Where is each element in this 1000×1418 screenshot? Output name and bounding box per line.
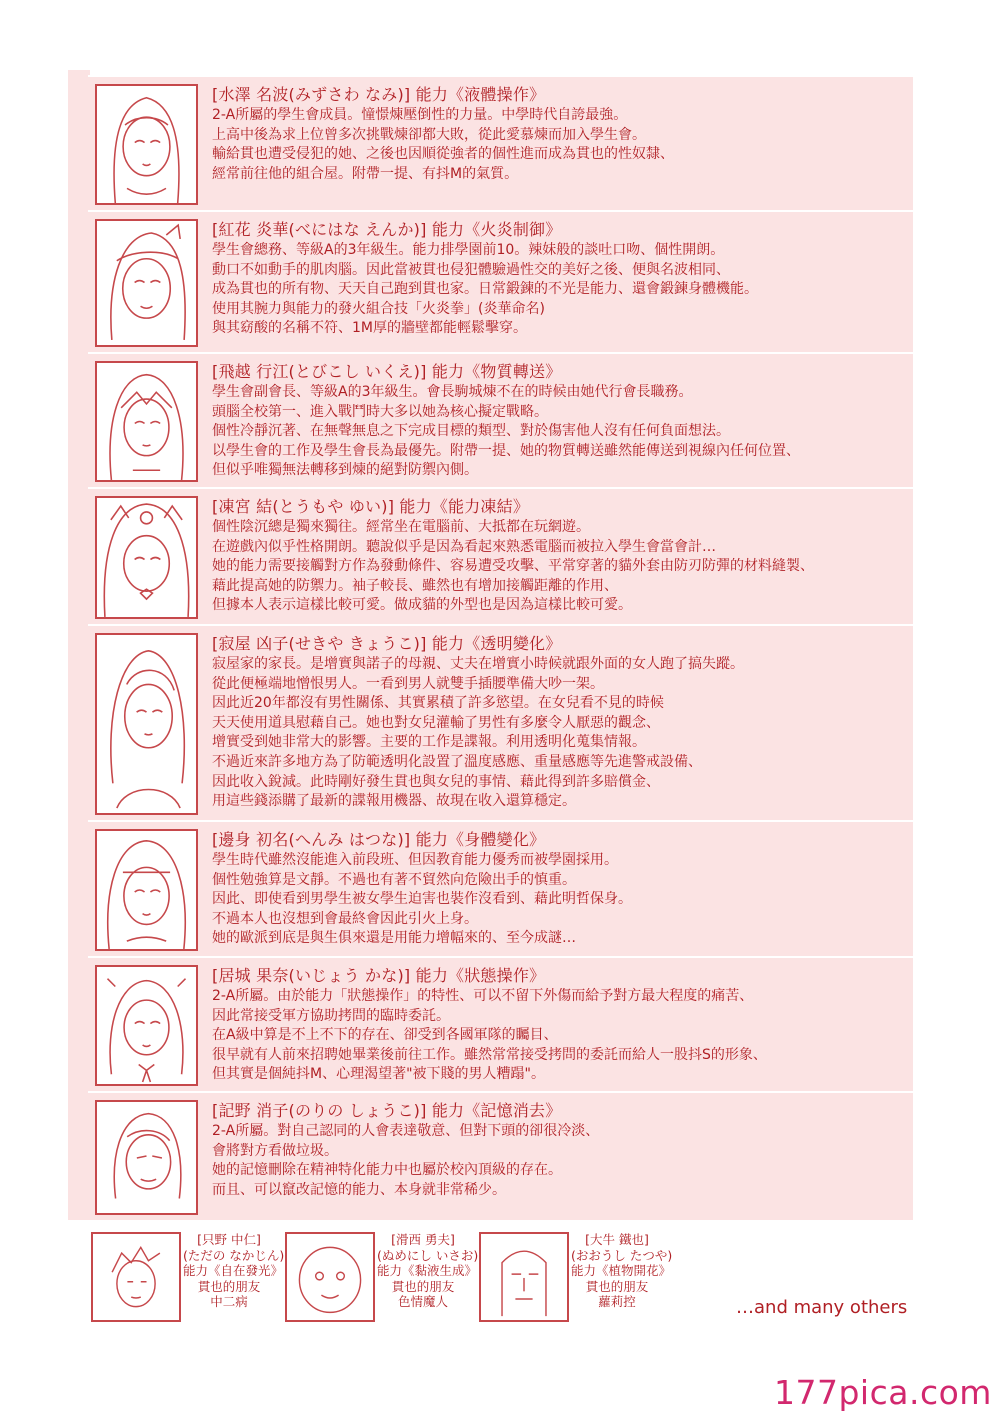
portrait-toumiya	[95, 496, 198, 619]
character-bio-line: 使用其腕力與能力的發火組合技「火炎拳」(炎華命名)	[212, 300, 545, 317]
character-bio-line: 成為貫也的所有物、天天自己跑到貫也家。日常鍛鍊的不光是能力、還會鍛鍊身體機能。	[212, 281, 758, 298]
character-entry-tobikoshi	[88, 352, 913, 487]
character-entry-toumiya	[88, 487, 913, 624]
character-name: [居城 果奈(いじょう かな)] 能力《狀態操作》	[212, 966, 546, 985]
and-many-others-caption: …and many others	[736, 1297, 908, 1318]
character-name: [凍宮 結(とうもや ゆい)] 能力《能力凍結》	[212, 497, 530, 516]
character-bio-line: 個性勉強算是文靜。不過也有著不貿然向危險出手的慎重。	[212, 871, 576, 888]
minor-reading: (ただの なかじん)	[183, 1247, 285, 1263]
character-name: [水澤 名波(みずさわ なみ)] 能力《液體操作》	[212, 85, 546, 104]
character-bio-line: 但似乎唯獨無法轉移到煉的絕對防禦內側。	[212, 462, 478, 479]
character-bio-line: 與其窈酸的名稱不符、1M厚的牆壁都能輕鬆擊穿。	[212, 320, 527, 337]
minor-name: [大牛 鐵也]	[585, 1232, 649, 1247]
character-bio-line: 學生會總務、等級A的3年級生。能力排學園前10。辣妹般的談吐口吻、個性開朗。	[212, 242, 725, 258]
character-bio-line: 天天使用道具慰藉自己。她也對女兒灌輸了男性有多麼令人厭惡的觀念、	[212, 714, 660, 731]
minor-relation: 貫也的朋友	[391, 1278, 455, 1294]
character-bio-line: 上高中後為求上位曾多次挑戰煉卻都大敗，從此愛慕煉而加入學生會。	[212, 126, 646, 143]
character-bio-line: 不過近來許多地方為了防範透明化設置了溫度感應、重量感應等先進警戒設備、	[212, 753, 702, 770]
character-bio-line: 學生時代雖然沒能進入前段班、但因教育能力優秀而被學園採用。	[212, 852, 618, 868]
character-bio-line: 很早就有人前來招聘她畢業後前往工作。雖然常常接受拷問的委託而給人一股抖S的形象、	[212, 1046, 767, 1063]
minor-trait: 色情魔人	[397, 1294, 448, 1309]
character-entry-norino	[88, 1091, 913, 1220]
character-bio-line: 2-A所屬。由於能力「狀態操作」的特性、可以不留下外傷而給予對方最大程度的痛苦、	[212, 988, 754, 1004]
minor-reading: (ぬめにし いさお)	[377, 1247, 479, 1263]
character-bio-line: 她的能力需要接觸對方作為發動條件、容易遭受攻擊、平常穿著的貓外套由防刃防彈的材料縫製、	[212, 558, 814, 575]
character-bio-line: 但其實是個純抖M、心理渴望著"被下賤的男人糟蹋"。	[212, 1066, 545, 1083]
character-bio-line: 寂屋家的家長。是增實與諾子的母親、丈夫在增實小時候就跟外面的女人跑了搞失蹤。	[212, 656, 744, 672]
portrait-oushi	[479, 1232, 569, 1322]
character-bio-line: 動口不如動手的肌肉腦。因此當被貫也侵犯體驗過性交的美好之後、便與名波相同、	[212, 261, 730, 278]
character-bio-line: 用這些錢添購了最新的諜報用機器、故現在收入還算穩定。	[212, 793, 576, 810]
character-bio-line: 藉此提高她的防禦力。袖子較長、雖然也有增加接觸距離的作用、	[212, 577, 618, 594]
minor-relation: 貫也的朋友	[585, 1278, 649, 1294]
character-bio-line: 從此便極端地憎恨男人。一看到男人就雙手插腰準備大吵一架。	[212, 675, 604, 692]
character-bio-line: 增實受到她非常大的影響。主要的工作是諜報。利用透明化蒐集情報。	[212, 734, 646, 751]
left-margin-strip	[68, 70, 90, 1220]
portrait-tobikoshi	[95, 361, 198, 482]
character-bio-line: 但據本人表示這樣比較可愛。做成貓的外型也是因為這樣比較可愛。	[212, 597, 632, 614]
character-entry-benihana	[88, 210, 913, 352]
portrait-numenishi	[285, 1232, 375, 1322]
portrait-henmi	[95, 829, 198, 951]
minor-ability: 能力《黏液生成》	[377, 1263, 478, 1278]
portrait-benihana	[95, 219, 198, 347]
character-bio-line: 以學生會的工作及學生會長為最優先。附帶一提、她的物質轉送雖然能傳送到視線內任何位置、	[212, 442, 800, 459]
portrait-norino	[95, 1100, 198, 1215]
character-bio-line: 不過本人也沒想到會最終會因此引火上身。	[212, 910, 478, 927]
character-entry-henmi	[88, 820, 913, 956]
character-bio-line: 因此常接受軍方協助拷問的臨時委託。	[212, 1007, 450, 1024]
character-name: [記野 消子(のりの しょうこ)] 能力《記憶消去》	[212, 1101, 562, 1120]
portrait-mizusawa	[95, 84, 198, 205]
minor-name: [只野 中仁]	[197, 1232, 261, 1247]
minor-trait: 蘿莉控	[598, 1294, 636, 1309]
portrait-ijou	[95, 965, 198, 1086]
character-bio-line: 在A級中算是不上不下的存在、卻受到各國軍隊的矚目、	[212, 1027, 558, 1044]
character-bio-line: 因此、即使看到男學生被女學生迫害也裝作沒看到、藉此明哲保身。	[212, 891, 632, 908]
character-bio-line: 因此近20年都沒有男性關係、其實累積了許多慾望。在女兒看不見的時候	[212, 695, 664, 712]
character-name: [寂屋 凶子(せきや きょうこ)] 能力《透明變化》	[212, 634, 562, 653]
character-bio-line: 她的歐派到底是與生俱來還是用能力增幅來的、至今成謎…	[212, 930, 576, 947]
character-bio-line: 個性陰沉總是獨來獨往。經常坐在電腦前、大抵都在玩網遊。	[212, 519, 590, 535]
portrait-tadano	[91, 1232, 181, 1322]
character-bio-line: 頭腦全校第一、進入戰鬥時大多以她為核心擬定戰略。	[212, 403, 548, 420]
minor-trait: 中二病	[210, 1294, 248, 1309]
character-bio-line: 會將對方看做垃圾。	[212, 1142, 338, 1159]
site-watermark: 177pica.com	[774, 1373, 992, 1412]
character-bio-line: 2-A所屬的學生會成員。憧憬煉壓倒性的力量。中學時代自誇最強。	[212, 107, 628, 123]
minor-name: [滑西 勇夫]	[391, 1232, 455, 1247]
character-bio-line: 經常前往他的組合屋。附帶一提、有抖M的氣質。	[212, 165, 519, 182]
character-name: [邊身 初名(へんみ はつな)] 能力《身體變化》	[212, 830, 546, 849]
character-bio-line: 個性冷靜沉著、在無聲無息之下完成目標的類型、對於傷害他人沒有任何負面想法。	[212, 423, 730, 440]
character-bio-line: 而且、可以竄改記憶的能力、本身就非常稀少。	[212, 1181, 506, 1198]
minor-ability: 能力《植物開花》	[571, 1263, 672, 1278]
character-entry-ijou	[88, 956, 913, 1091]
character-bio-line: 輸給貫也遭受侵犯的她、之後也因順從強者的個性進而成為貫也的性奴隸、	[212, 146, 674, 163]
character-bio-line: 她的記憶刪除在精神特化能力中也屬於校內頂級的存在。	[212, 1162, 562, 1179]
character-bio-line: 因此收入銳減。此時剛好發生貫也與女兒的事情、藉此得到許多賠償金、	[212, 773, 660, 790]
character-name: [飛越 行江(とびこし いくえ)] 能力《物質轉送》	[212, 362, 562, 381]
character-name: [紅花 炎華(べにはな えんか)] 能力《火炎制御》	[212, 220, 562, 239]
character-bio-line: 在遊戲內似乎性格開朗。聽說似乎是因為看起來熟悉電腦而被拉入學生會當會計…	[212, 538, 716, 555]
character-entry-mizusawa	[88, 75, 913, 210]
minor-relation: 貫也的朋友	[197, 1278, 261, 1294]
character-bio-line: 2-A所屬。對自己認同的人會表達敬意、但對下頭的卻很冷淡、	[212, 1123, 600, 1139]
portrait-sekiya	[95, 633, 198, 815]
minor-ability: 能力《自在發光》	[183, 1263, 284, 1278]
character-entry-sekiya	[88, 624, 913, 820]
character-bio-line: 學生會副會長、等級A的3年級生。會長駒城煉不在的時候由她代行會長職務。	[212, 384, 693, 400]
minor-reading: (おおうし たつや)	[571, 1247, 673, 1263]
